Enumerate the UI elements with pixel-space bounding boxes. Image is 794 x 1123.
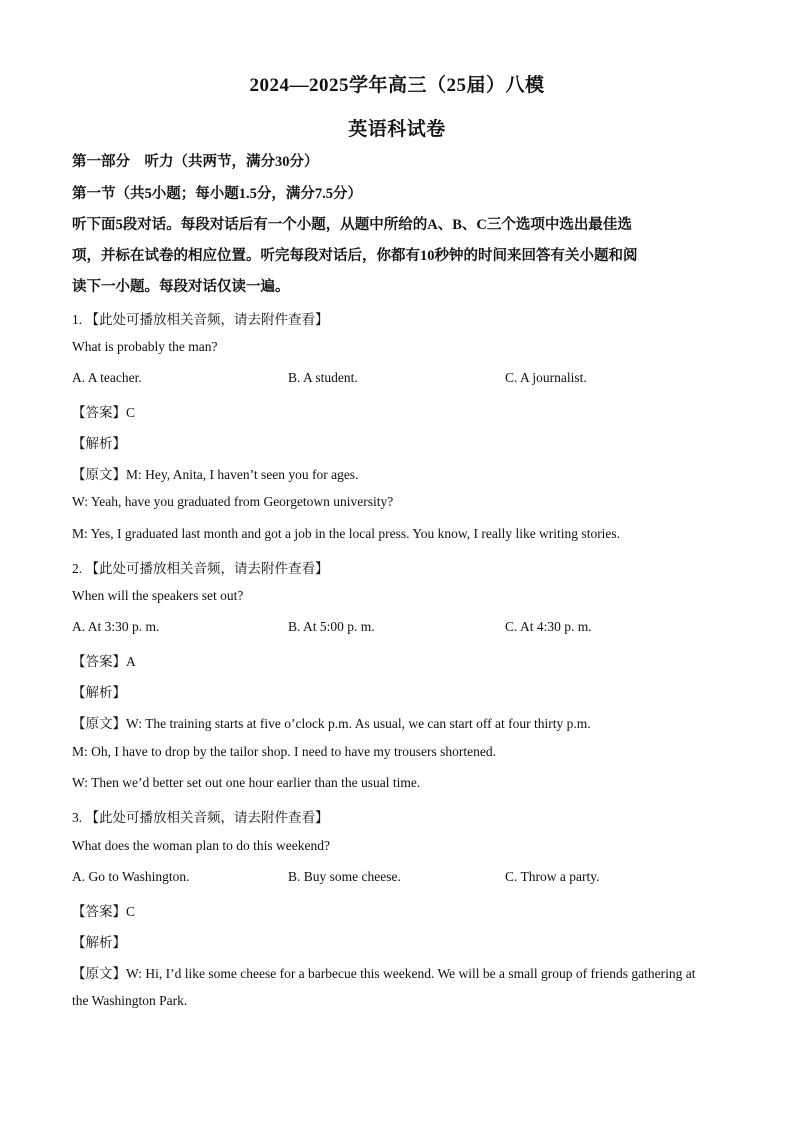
transcript-line: 【原文】W: Hi, I’d like some cheese for a barbecue this weekend. We will be a small group of friends gathering at bbox=[72, 966, 696, 981]
transcript-line: 【原文】W: The training starts at five o’clock p.m. As usual, we can start off at four thirty p.m. bbox=[72, 716, 591, 731]
analysis-label: 【解析】 bbox=[72, 935, 126, 950]
option-c: C. Throw a party. bbox=[505, 869, 600, 884]
question-text: When will the speakers set out? bbox=[72, 588, 244, 603]
analysis-label: 【解析】 bbox=[72, 685, 126, 700]
answer-label: 【答案】A bbox=[72, 654, 136, 669]
section-heading: 第一节（共5小题；每小题1.5分，满分7.5分） bbox=[72, 186, 362, 202]
transcript-line: W: Then we’d better set out one hour earlier than the usual time. bbox=[72, 775, 421, 790]
audio-question-header[interactable]: 2. 【此处可播放相关音频，请去附件查看】 bbox=[72, 561, 329, 576]
option-b: B. At 5:00 p. m. bbox=[288, 619, 375, 634]
option-c: C. At 4:30 p. m. bbox=[505, 619, 592, 634]
transcript-line: the Washington Park. bbox=[72, 993, 188, 1008]
analysis-label: 【解析】 bbox=[72, 436, 126, 451]
option-b: B. A student. bbox=[288, 370, 358, 385]
option-a: A. At 3:30 p. m. bbox=[72, 619, 160, 634]
option-a: A. Go to Washington. bbox=[72, 869, 190, 884]
audio-question-header[interactable]: 3. 【此处可播放相关音频，请去附件查看】 bbox=[72, 810, 329, 825]
option-b: B. Buy some cheese. bbox=[288, 869, 401, 884]
part-heading: 第一部分 听力（共两节，满分30分） bbox=[72, 154, 319, 170]
instruction-line: 项，并标在试卷的相应位置。听完每段对话后，你都有10秒钟的时间来回答有关小题和阅 bbox=[72, 248, 638, 264]
option-a: A. A teacher. bbox=[72, 370, 142, 385]
answer-label: 【答案】C bbox=[72, 904, 136, 919]
transcript-line: W: Yeah, have you graduated from Georgetown university? bbox=[72, 494, 394, 509]
exam-subtitle: 英语科试卷 bbox=[348, 119, 446, 140]
instruction-line: 读下一小题。每段对话仅读一遍。 bbox=[72, 279, 290, 295]
instruction-line: 听下面5段对话。每段对话后有一个小题，从题中所给的A、B、C三个选项中选出最佳选 bbox=[72, 217, 632, 233]
question-text: What does the woman plan to do this weekend? bbox=[72, 838, 330, 853]
option-c: C. A journalist. bbox=[505, 370, 587, 385]
transcript-line: M: Oh, I have to drop by the tailor shop. I need to have my trousers shortened. bbox=[72, 744, 497, 759]
question-text: What is probably the man? bbox=[72, 339, 218, 354]
answer-label: 【答案】C bbox=[72, 405, 136, 420]
transcript-line: M: Yes, I graduated last month and got a job in the local press. You know, I really like writing stories. bbox=[72, 526, 621, 541]
audio-question-header[interactable]: 1. 【此处可播放相关音频，请去附件查看】 bbox=[72, 312, 329, 327]
transcript-line: 【原文】M: Hey, Anita, I haven’t seen you for ages. bbox=[72, 467, 359, 482]
exam-title: 2024—2025学年高三（25届）八模 bbox=[249, 75, 545, 96]
